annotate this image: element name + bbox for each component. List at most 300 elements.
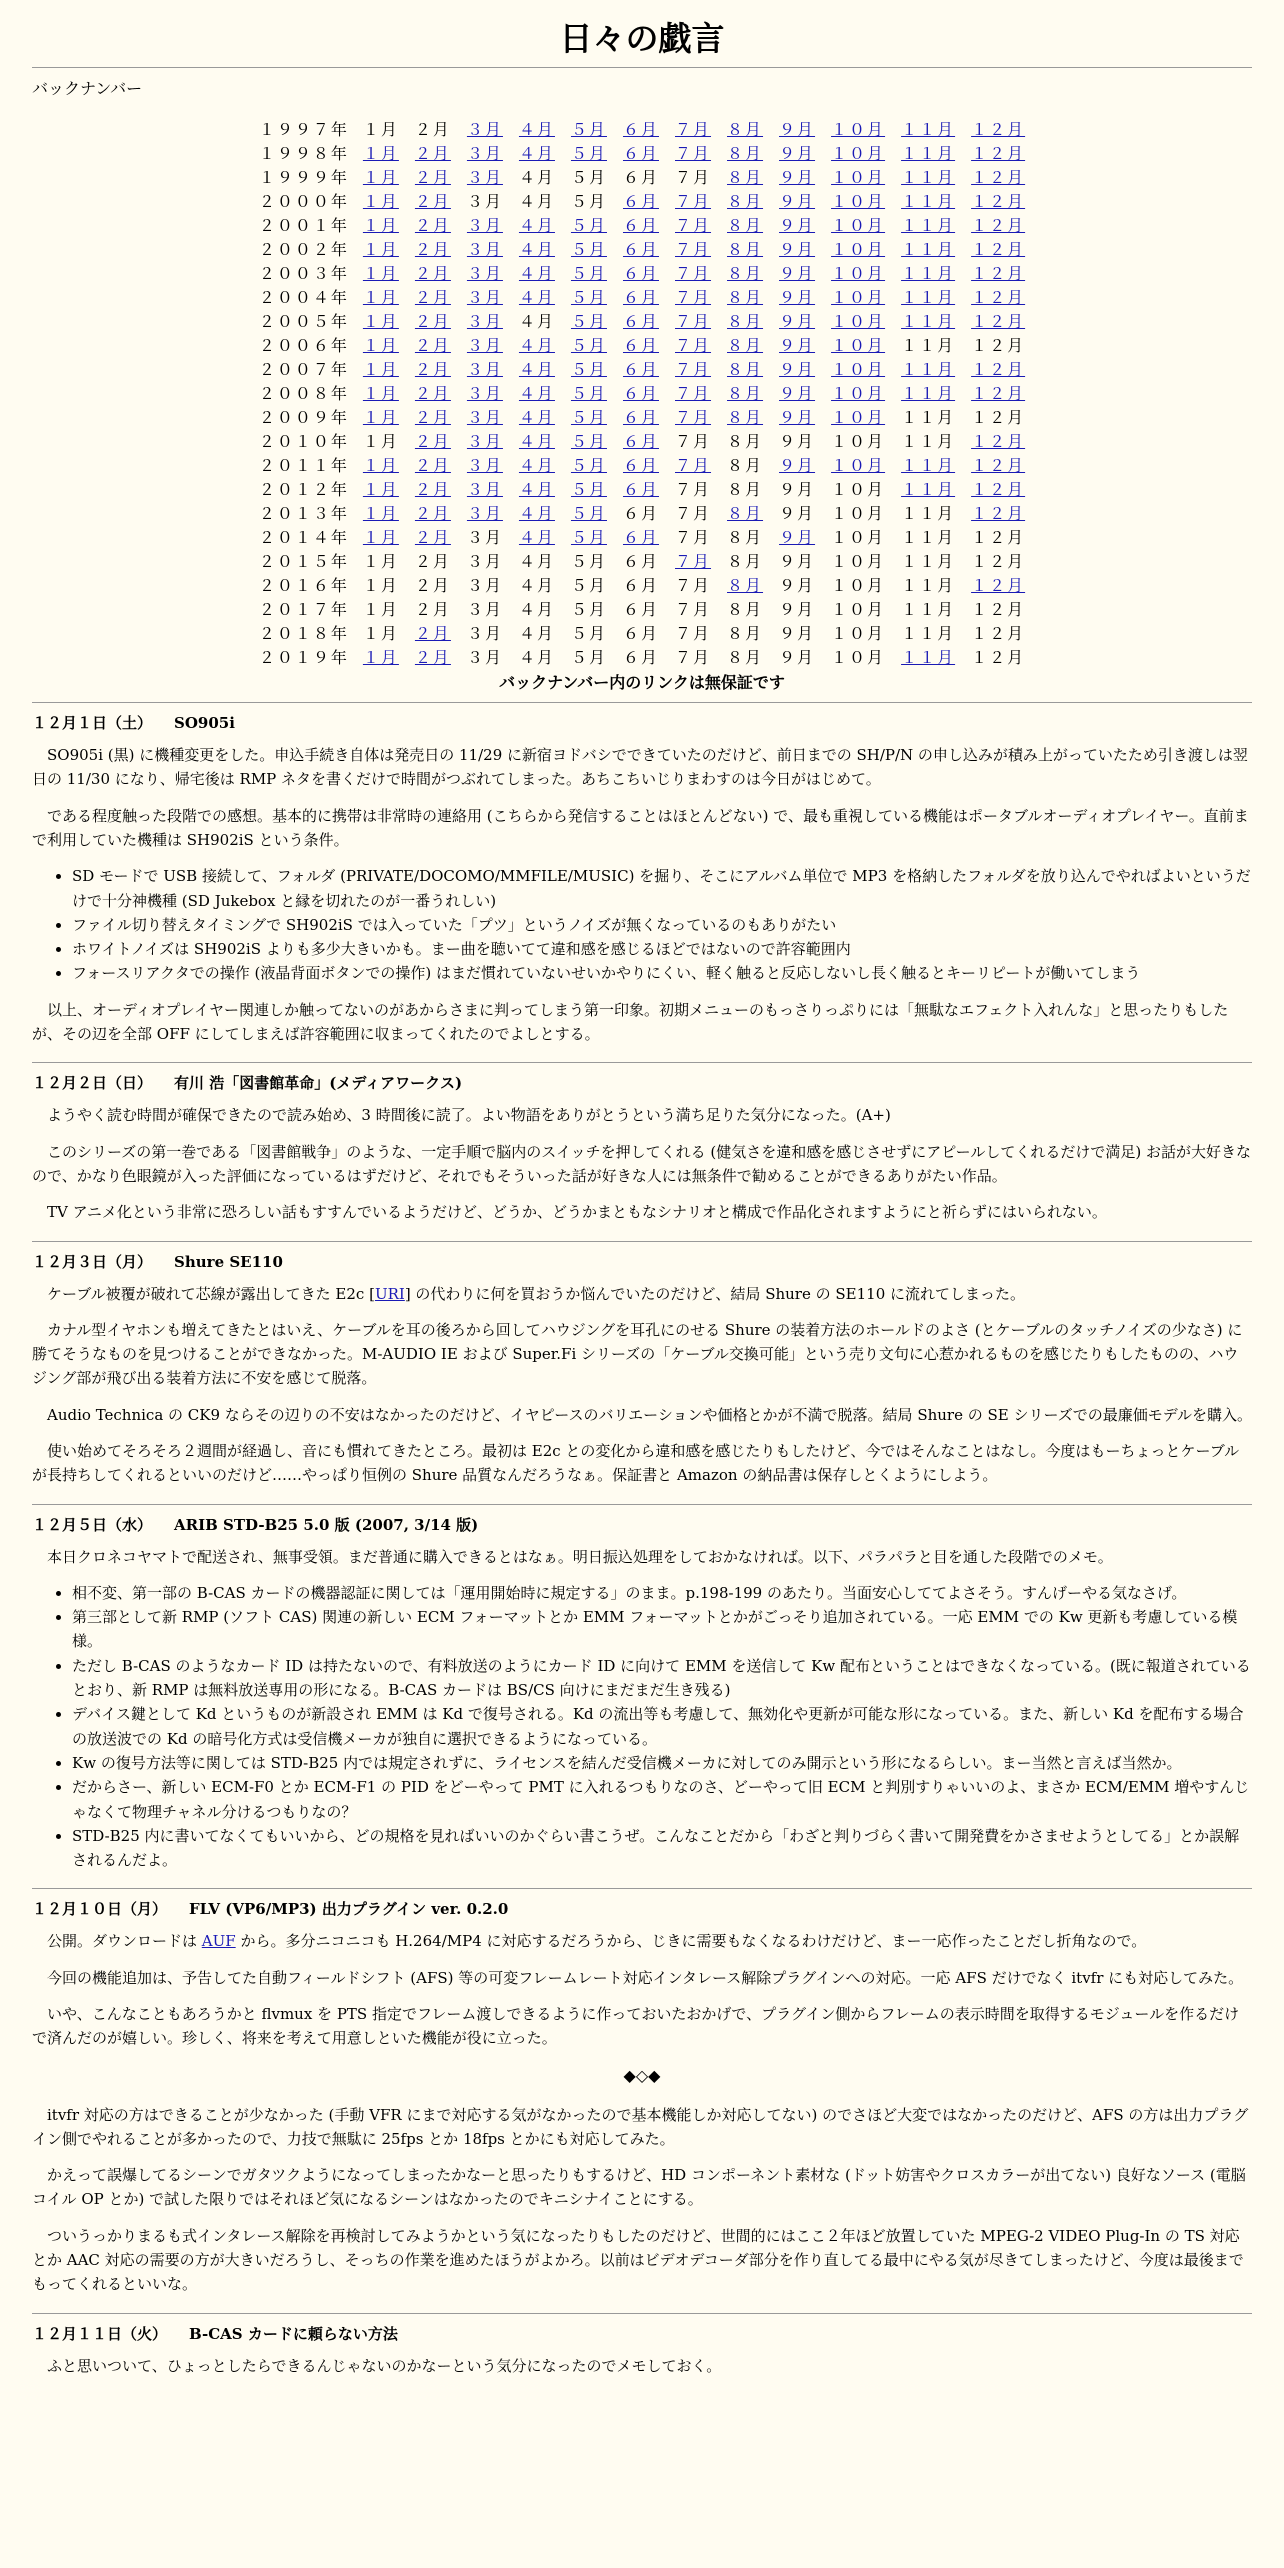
archive-month-link[interactable]: ４月: [518, 216, 555, 236]
archive-year: ２００８年: [258, 384, 349, 404]
archive-month-link[interactable]: １２月: [971, 360, 1026, 380]
archive-month-link[interactable]: １２月: [971, 192, 1026, 212]
archive-month-link[interactable]: １２月: [971, 120, 1026, 140]
archive-month-cell: [615, 430, 667, 454]
archive-month-link[interactable]: １月: [362, 480, 399, 500]
archive-month-link[interactable]: １月: [362, 336, 399, 356]
archive-month-link[interactable]: １月: [362, 168, 399, 188]
archive-month-link[interactable]: ５月: [570, 288, 607, 308]
archive-month-text: ８月: [727, 480, 764, 500]
archive-month-link[interactable]: １月: [362, 648, 399, 668]
archive-month-cell: [823, 526, 893, 550]
archive-month-link[interactable]: １０月: [831, 456, 886, 476]
list-item: • ファイル切り替えタイミングで SH902iS では入っていた「プツ」というノイズが無くなっているのもありがたい: [72, 913, 1252, 937]
entry-paragraph: [32, 1929, 1252, 1953]
archive-month-link[interactable]: １１月: [901, 216, 956, 236]
inline-link[interactable]: AUF: [201, 1932, 236, 1951]
archive-month-link[interactable]: ５月: [570, 408, 607, 428]
archive-month-link[interactable]: ５月: [570, 336, 607, 356]
archive-month-link[interactable]: ２月: [414, 240, 451, 260]
archive-month-link[interactable]: ３月: [466, 480, 503, 500]
archive-month-link[interactable]: １月: [362, 504, 399, 524]
archive-month-link[interactable]: １１月: [901, 288, 956, 308]
archive-month-link[interactable]: １０月: [831, 144, 886, 164]
archive-month-cell: [355, 358, 407, 382]
archive-month-link[interactable]: １月: [362, 144, 399, 164]
archive-month-link[interactable]: １０月: [831, 120, 886, 140]
archive-month-link[interactable]: ３月: [466, 456, 503, 476]
archive-month-link[interactable]: １０月: [831, 384, 886, 404]
archive-month-link[interactable]: ２月: [414, 288, 451, 308]
archive-month-link[interactable]: ３月: [466, 504, 503, 524]
archive-row: [251, 454, 1033, 478]
archive-month-text: ６月: [622, 576, 659, 596]
archive-month-cell: [407, 310, 459, 334]
archive-month-cell: [511, 478, 563, 502]
inline-link[interactable]: URI: [374, 1284, 405, 1303]
archive-month-cell: [719, 502, 771, 526]
archive-month-link[interactable]: １０月: [831, 168, 886, 188]
archive-month-link[interactable]: １月: [362, 360, 399, 380]
archive-month-cell: [563, 358, 615, 382]
archive-row: [251, 358, 1033, 382]
archive-month-cell: [355, 262, 407, 286]
archive-month-link[interactable]: ４月: [518, 456, 555, 476]
archive-month-cell: [771, 214, 823, 238]
archive-month-link[interactable]: １２月: [971, 312, 1026, 332]
archive-month-cell: [771, 262, 823, 286]
archive-month-link[interactable]: １０月: [831, 408, 886, 428]
diary-entry: [32, 1504, 1252, 1889]
archive-year: ２０１７年: [258, 600, 349, 620]
archive-month-link[interactable]: ７月: [675, 264, 712, 284]
archive-month-link[interactable]: １２月: [971, 264, 1026, 284]
archive-month-link[interactable]: １１月: [901, 360, 956, 380]
archive-month-link[interactable]: ７月: [675, 120, 712, 140]
archive-month-link[interactable]: １１月: [901, 456, 956, 476]
archive-month-link[interactable]: ６月: [622, 192, 659, 212]
archive-month-link[interactable]: ７月: [675, 552, 712, 572]
archive-month-link[interactable]: ４月: [518, 120, 555, 140]
archive-month-text: ８月: [727, 648, 764, 668]
archive-month-link[interactable]: ２月: [414, 456, 451, 476]
archive-month-link[interactable]: ５月: [570, 504, 607, 524]
archive-month-link[interactable]: ６月: [622, 432, 659, 452]
archive-month-cell: [407, 334, 459, 358]
archive-month-link[interactable]: １０月: [831, 192, 886, 212]
archive-month-link[interactable]: １２月: [971, 480, 1026, 500]
archive-month-link[interactable]: ８月: [727, 144, 764, 164]
archive-month-link[interactable]: ６月: [622, 312, 659, 332]
archive-month-link[interactable]: ９月: [779, 408, 816, 428]
archive-month-link[interactable]: ９月: [779, 168, 816, 188]
archive-month-cell: [719, 286, 771, 310]
archive-month-cell: [963, 190, 1033, 214]
archive-month-link[interactable]: ８月: [727, 312, 764, 332]
archive-month-text: １１月: [901, 528, 956, 548]
archive-month-link[interactable]: ４月: [518, 144, 555, 164]
archive-month-link[interactable]: ９月: [779, 336, 816, 356]
archive-month-text: ７月: [675, 576, 712, 596]
archive-month-text: ５月: [570, 168, 607, 188]
archive-month-link[interactable]: ７月: [675, 456, 712, 476]
archive-month-cell: [667, 478, 719, 502]
archive-month-cell: [771, 478, 823, 502]
archive-month-link[interactable]: １０月: [831, 336, 886, 356]
list-item: • Kw の復号方法等に関しては STD-B25 内では規定されずに、ライセンスを結んだ受信機メーカに対してのみ開示という形になるらしい。まー当然と言えば当然か。: [72, 1751, 1252, 1775]
entry-paragraph: いや、こんなこともあろうかと flvmux を PTS 指定でフレーム渡しできるように作っておいたおかげで、プラグイン側からフレームの表示時間を取得するモジュールを作るだけで済んだのが嬉しい。珍しく、将来を考えて用意しといた機能が役に立った。: [32, 2005, 1240, 2048]
archive-month-link[interactable]: ５月: [570, 312, 607, 332]
archive-month-link[interactable]: ７月: [675, 288, 712, 308]
archive-month-cell: [893, 190, 963, 214]
archive-month-link[interactable]: ４月: [518, 432, 555, 452]
archive-month-link[interactable]: ４月: [518, 384, 555, 404]
archive-month-link[interactable]: ５月: [570, 240, 607, 260]
archive-month-cell: [823, 358, 893, 382]
archive-month-link[interactable]: １月: [362, 312, 399, 332]
archive-month-link[interactable]: ７月: [675, 408, 712, 428]
entry-heading: [32, 1071, 1252, 1095]
archive-month-text: ４月: [518, 552, 555, 572]
archive-month-link[interactable]: １１月: [901, 168, 956, 188]
archive-month-cell: [563, 598, 615, 622]
archive-month-link[interactable]: ８月: [727, 384, 764, 404]
archive-month-cell: [615, 478, 667, 502]
archive-month-link[interactable]: １２月: [971, 504, 1026, 524]
archive-month-cell: [823, 310, 893, 334]
archive-month-cell: [667, 574, 719, 598]
archive-month-cell: [823, 598, 893, 622]
archive-month-cell: [893, 166, 963, 190]
archive-month-link[interactable]: ６月: [622, 456, 659, 476]
archive-month-link[interactable]: ２月: [414, 336, 451, 356]
archive-month-cell: [615, 358, 667, 382]
archive-month-link[interactable]: ６月: [622, 384, 659, 404]
archive-month-link[interactable]: ２月: [414, 312, 451, 332]
archive-month-link[interactable]: ４月: [518, 336, 555, 356]
archive-month-link[interactable]: ６月: [622, 120, 659, 140]
archive-month-link[interactable]: ４月: [518, 360, 555, 380]
archive-month-link[interactable]: ６月: [622, 144, 659, 164]
archive-month-link[interactable]: １０月: [831, 264, 886, 284]
archive-month-link[interactable]: ８月: [727, 264, 764, 284]
archive-month-cell: [563, 574, 615, 598]
archive-month-cell: [563, 526, 615, 550]
archive-month-link[interactable]: ９月: [779, 456, 816, 476]
archive-month-link[interactable]: ４月: [518, 264, 555, 284]
archive-month-cell: [355, 166, 407, 190]
archive-month-link[interactable]: ４月: [518, 528, 555, 548]
archive-month-link[interactable]: １月: [362, 384, 399, 404]
archive-disclaimer: バックナンバー内のリンクは無保証です: [499, 673, 785, 693]
archive-month-link[interactable]: １１月: [901, 192, 956, 212]
archive-month-link[interactable]: １０月: [831, 360, 886, 380]
archive-month-link[interactable]: １月: [362, 216, 399, 236]
archive-month-link[interactable]: １２月: [971, 240, 1026, 260]
archive-month-link[interactable]: １月: [362, 456, 399, 476]
archive-month-link[interactable]: ３月: [466, 312, 503, 332]
archive-month-cell: [823, 286, 893, 310]
archive-month-link[interactable]: １１月: [901, 120, 956, 140]
archive-month-link[interactable]: ５月: [570, 432, 607, 452]
archive-month-link[interactable]: ９月: [779, 528, 816, 548]
archive-month-link[interactable]: ６月: [622, 216, 659, 236]
archive-month-link[interactable]: ３月: [466, 120, 503, 140]
archive-month-link[interactable]: ６月: [622, 288, 659, 308]
archive-month-text: １月: [362, 552, 399, 572]
archive-month-cell: [771, 358, 823, 382]
archive-month-link[interactable]: ３月: [466, 264, 503, 284]
archive-month-text: ４月: [518, 624, 555, 644]
archive-month-cell: [963, 454, 1033, 478]
archive-month-link[interactable]: ２月: [414, 624, 451, 644]
archive-month-text: ６月: [622, 168, 659, 188]
archive-month-cell: [823, 214, 893, 238]
archive-month-link[interactable]: ７月: [675, 360, 712, 380]
archive-month-link[interactable]: ６月: [622, 528, 659, 548]
archive-month-link[interactable]: １２月: [971, 144, 1026, 164]
archive-month-link[interactable]: ５月: [570, 360, 607, 380]
archive-month-cell: [771, 502, 823, 526]
archive-month-cell: [893, 478, 963, 502]
archive-month-cell: [667, 286, 719, 310]
archive-month-link[interactable]: ８月: [727, 504, 764, 524]
archive-month-link[interactable]: ９月: [779, 240, 816, 260]
entry-paragraph: [32, 1282, 1252, 1306]
archive-month-cell: [823, 166, 893, 190]
archive-month-link[interactable]: １１月: [901, 240, 956, 260]
entry-paragraph: 今回の機能追加は、予告してた自動フィールドシフト (AFS) 等の可変フレームレート対応インタレース解除プラグインへの対応。一応 AFS だけでなく itvfr にも対応してみた。: [47, 1968, 1244, 1987]
archive-month-link[interactable]: ９月: [779, 384, 816, 404]
entry-paragraph: ふと思いついて、ひょっとしたらできるんじゃないのかなーという気分になったのでメモしておく。: [47, 2356, 722, 2375]
archive-year: ２０１６年: [258, 576, 349, 596]
archive-month-link[interactable]: １月: [362, 192, 399, 212]
archive-month-text: ５月: [570, 576, 607, 596]
archive-month-link[interactable]: ７月: [675, 312, 712, 332]
archive-month-cell: [563, 166, 615, 190]
archive-month-link[interactable]: １月: [362, 528, 399, 548]
archive-month-link[interactable]: ３月: [466, 336, 503, 356]
archive-month-link[interactable]: ９月: [779, 192, 816, 212]
archive-month-link[interactable]: ２月: [414, 480, 451, 500]
archive-month-cell: [893, 526, 963, 550]
archive-month-cell: [511, 286, 563, 310]
archive-month-link[interactable]: １０月: [831, 240, 886, 260]
archive-month-link[interactable]: ７月: [675, 336, 712, 356]
archive-month-cell: [563, 118, 615, 142]
archive-month-link[interactable]: ２月: [414, 264, 451, 284]
archive-month-link[interactable]: ５月: [570, 480, 607, 500]
archive-month-link[interactable]: ２月: [414, 360, 451, 380]
archive-month-link[interactable]: ９月: [779, 360, 816, 380]
archive-month-link[interactable]: ４月: [518, 288, 555, 308]
archive-month-link[interactable]: １月: [362, 264, 399, 284]
archive-year: ２０１８年: [258, 624, 349, 644]
archive-month-link[interactable]: １０月: [831, 312, 886, 332]
archive-month-link[interactable]: ９月: [779, 312, 816, 332]
archive-month-link[interactable]: ７月: [675, 144, 712, 164]
archive-month-text: ８月: [727, 432, 764, 452]
archive-month-link[interactable]: ９月: [779, 120, 816, 140]
archive-month-cell: [963, 334, 1033, 358]
archive-month-link[interactable]: ２月: [414, 648, 451, 668]
archive-row: [251, 406, 1033, 430]
archive-month-link[interactable]: ８月: [727, 408, 764, 428]
archive-month-link[interactable]: ４月: [518, 408, 555, 428]
archive-month-cell: [667, 142, 719, 166]
archive-month-link[interactable]: １２月: [971, 216, 1026, 236]
archive-month-link[interactable]: ３月: [466, 384, 503, 404]
archive-month-link[interactable]: ３月: [466, 168, 503, 188]
archive-month-cell: [771, 430, 823, 454]
archive-month-link[interactable]: ２月: [414, 216, 451, 236]
entry-date: １２月１０日（月）: [32, 1900, 168, 1919]
archive-month-cell: [893, 334, 963, 358]
archive-month-link[interactable]: ７月: [675, 384, 712, 404]
archive-month-link[interactable]: ６月: [622, 480, 659, 500]
archive-row: [251, 622, 1033, 646]
archive-month-link[interactable]: １１月: [901, 312, 956, 332]
archive-month-link[interactable]: １月: [362, 240, 399, 260]
archive-month-link[interactable]: ８月: [727, 576, 764, 596]
archive-month-link[interactable]: ３月: [466, 360, 503, 380]
archive-month-link[interactable]: ４月: [518, 504, 555, 524]
archive-month-link[interactable]: １１月: [901, 480, 956, 500]
archive-month-link[interactable]: ６月: [622, 360, 659, 380]
archive-month-link[interactable]: ５月: [570, 456, 607, 476]
archive-month-cell: [355, 550, 407, 574]
archive-month-link[interactable]: １２月: [971, 576, 1026, 596]
archive-month-link[interactable]: ５月: [570, 264, 607, 284]
archive-month-link[interactable]: ７月: [675, 216, 712, 236]
archive-month-cell: [771, 142, 823, 166]
archive-month-link[interactable]: ８月: [727, 216, 764, 236]
archive-month-link[interactable]: １１月: [901, 144, 956, 164]
archive-month-link[interactable]: ９月: [779, 264, 816, 284]
archive-month-link[interactable]: １１月: [901, 264, 956, 284]
archive-month-text: ３月: [466, 528, 503, 548]
archive-month-link[interactable]: ９月: [779, 216, 816, 236]
archive-month-link[interactable]: ８月: [727, 360, 764, 380]
archive-month-cell: [615, 334, 667, 358]
archive-month-link[interactable]: ６月: [622, 336, 659, 356]
archive-month-cell: [667, 262, 719, 286]
archive-month-link[interactable]: ８月: [727, 192, 764, 212]
archive-month-cell: [355, 238, 407, 262]
archive-row: [251, 550, 1033, 574]
archive-month-link[interactable]: ３月: [466, 216, 503, 236]
archive-month-link[interactable]: ９月: [779, 288, 816, 308]
archive-month-text: １０月: [831, 552, 886, 572]
archive-month-text: ７月: [675, 528, 712, 548]
archive-month-link[interactable]: ２月: [414, 384, 451, 404]
archive-month-link[interactable]: ３月: [466, 408, 503, 428]
archive-month-cell: [719, 358, 771, 382]
archive-month-link[interactable]: ８月: [727, 288, 764, 308]
archive-month-cell: [963, 238, 1033, 262]
archive-month-link[interactable]: ７月: [675, 192, 712, 212]
archive-month-link[interactable]: ２月: [414, 528, 451, 548]
archive-month-link[interactable]: １１月: [901, 384, 956, 404]
archive-month-link[interactable]: ３月: [466, 144, 503, 164]
archive-month-link[interactable]: ８月: [727, 168, 764, 188]
archive-month-link[interactable]: ９月: [779, 144, 816, 164]
archive-month-link[interactable]: ３月: [466, 432, 503, 452]
archive-month-cell: [893, 502, 963, 526]
archive-month-cell: [355, 406, 407, 430]
archive-month-link[interactable]: ３月: [466, 288, 503, 308]
archive-month-link[interactable]: ７月: [675, 240, 712, 260]
archive-month-cell: [407, 166, 459, 190]
archive-row: [251, 262, 1033, 286]
archive-month-link[interactable]: ６月: [622, 408, 659, 428]
archive-month-cell: [563, 334, 615, 358]
archive-month-link[interactable]: １０月: [831, 216, 886, 236]
archive-month-link[interactable]: ２月: [414, 504, 451, 524]
archive-month-link[interactable]: ５月: [570, 216, 607, 236]
archive-month-link[interactable]: ４月: [518, 480, 555, 500]
archive-year: ２０００年: [258, 192, 349, 212]
archive-month-cell: [719, 238, 771, 262]
archive-month-text: ９月: [779, 480, 816, 500]
archive-month-link[interactable]: １月: [362, 408, 399, 428]
archive-month-cell: [771, 286, 823, 310]
archive-month-cell: [963, 118, 1033, 142]
archive-month-cell: [459, 118, 511, 142]
archive-month-link[interactable]: ３月: [466, 240, 503, 260]
archive-month-link[interactable]: １２月: [971, 456, 1026, 476]
archive-month-link[interactable]: １月: [362, 288, 399, 308]
archive-month-link[interactable]: ８月: [727, 336, 764, 356]
archive-month-text: １０月: [831, 624, 886, 644]
archive-month-link[interactable]: ２月: [414, 168, 451, 188]
archive-month-link[interactable]: ６月: [622, 264, 659, 284]
archive-month-cell: [719, 478, 771, 502]
archive-month-link[interactable]: ５月: [570, 144, 607, 164]
archive-month-link[interactable]: ２月: [414, 408, 451, 428]
archive-month-link[interactable]: ２月: [414, 432, 451, 452]
archive-month-text: １１月: [901, 576, 956, 596]
archive-month-cell: [459, 214, 511, 238]
archive-month-cell: [459, 478, 511, 502]
archive-row: [251, 382, 1033, 406]
archive-month-cell: [511, 430, 563, 454]
archive-month-link[interactable]: ５月: [570, 120, 607, 140]
archive-month-link[interactable]: １２月: [971, 432, 1026, 452]
archive-month-link[interactable]: １２月: [971, 384, 1026, 404]
archive-month-link[interactable]: ４月: [518, 240, 555, 260]
archive-month-text: ９月: [779, 552, 816, 572]
archive-month-link[interactable]: １２月: [971, 168, 1026, 188]
archive-month-link[interactable]: ６月: [622, 240, 659, 260]
archive-month-link[interactable]: ８月: [727, 120, 764, 140]
archive-month-cell: [667, 598, 719, 622]
archive-month-link[interactable]: ５月: [570, 528, 607, 548]
archive-month-link[interactable]: １０月: [831, 288, 886, 308]
archive-month-text: ３月: [466, 576, 503, 596]
archive-month-text: ９月: [779, 648, 816, 668]
archive-month-link[interactable]: １２月: [971, 288, 1026, 308]
archive-month-link[interactable]: ２月: [414, 192, 451, 212]
archive-month-link[interactable]: ５月: [570, 384, 607, 404]
archive-month-cell: [459, 598, 511, 622]
archive-month-cell: [719, 310, 771, 334]
archive-month-cell: [511, 598, 563, 622]
archive-month-text: １１月: [901, 336, 956, 356]
archive-month-link[interactable]: １１月: [901, 648, 956, 668]
archive-month-link[interactable]: ２月: [414, 144, 451, 164]
archive-month-link[interactable]: ８月: [727, 240, 764, 260]
